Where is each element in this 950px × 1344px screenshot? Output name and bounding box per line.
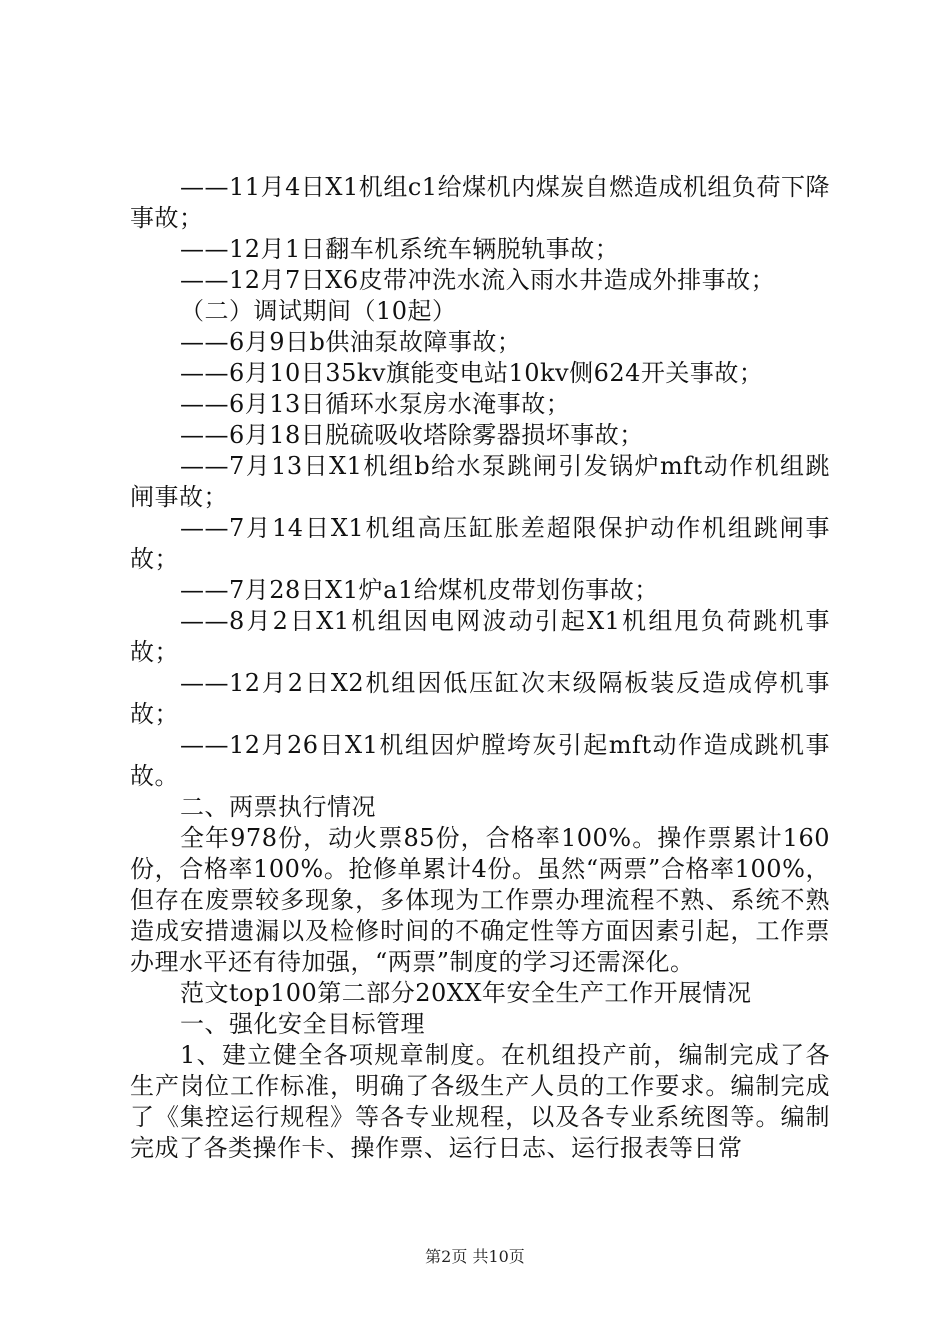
paragraph: ——6月9日b供油泵故障事故； [180, 328, 522, 356]
section-heading: （二）调试期间（10起） [180, 297, 457, 325]
paragraph: ——6月13日循环水泵房水淹事故； [180, 390, 571, 418]
paragraph: 全年978份，动火票85份，合格率100%。操作票累计160份，合格率100%。抢修单累计4份。虽然“两票”合格率100%，但存在废票较多现象，多体现为工作票办理流程不熟、系统不熟造成安措遗漏以及检修时间的不确定性等方面因素引起，工作票办理水平还有待加强，“两票”制度的学习还需深化。 [130, 824, 830, 976]
page-indicator: 第2页 共10页 [425, 1247, 525, 1266]
paragraph: ——12月1日翻车机系统车辆脱轨事故； [180, 235, 620, 263]
paragraph: 1、建立健全各项规章制度。在机组投产前，编制完成了各生产岗位工作标准，明确了各级生产人员的工作要求。编制完成了《集控运行规程》等各专业规程，以及各专业系统图等。编制完成了各类操作卡、操作票、运行日志、运行报表等日常 [130, 1041, 830, 1162]
paragraph: ——7月28日X1炉a1给煤机皮带划伤事故； [180, 576, 659, 604]
paragraph: ——8月2日X1机组因电网波动引起X1机组甩负荷跳机事故； [130, 607, 830, 666]
paragraph: ——12月26日X1机组因炉膛垮灰引起mft动作造成跳机事故。 [130, 731, 830, 790]
section-heading: 一、强化安全目标管理 [180, 1010, 425, 1038]
paragraph: ——6月10日35kv旗能变电站10kv侧624开关事故； [180, 359, 764, 387]
section-heading: 范文top100第二部分20XX年安全生产工作开展情况 [180, 979, 752, 1007]
paragraph: ——11月4日X1机组c1给煤机内煤炭自燃造成机组负荷下降事故； [130, 173, 830, 232]
section-heading: 二、两票执行情况 [180, 793, 376, 821]
paragraph: ——12月7日X6皮带冲洗水流入雨水井造成外排事故； [180, 266, 776, 294]
paragraph: ——7月14日X1机组高压缸胀差超限保护动作机组跳闸事故； [130, 514, 830, 573]
document-body [130, 172, 830, 1164]
paragraph: ——12月2日X2机组因低压缸次末级隔板装反造成停机事故； [130, 669, 830, 728]
paragraph: ——6月18日脱硫吸收塔除雾器损坏事故； [180, 421, 644, 449]
paragraph: ——7月13日X1机组b给水泵跳闸引发锅炉mft动作机组跳闸事故； [130, 452, 830, 511]
page-footer [0, 1244, 950, 1267]
